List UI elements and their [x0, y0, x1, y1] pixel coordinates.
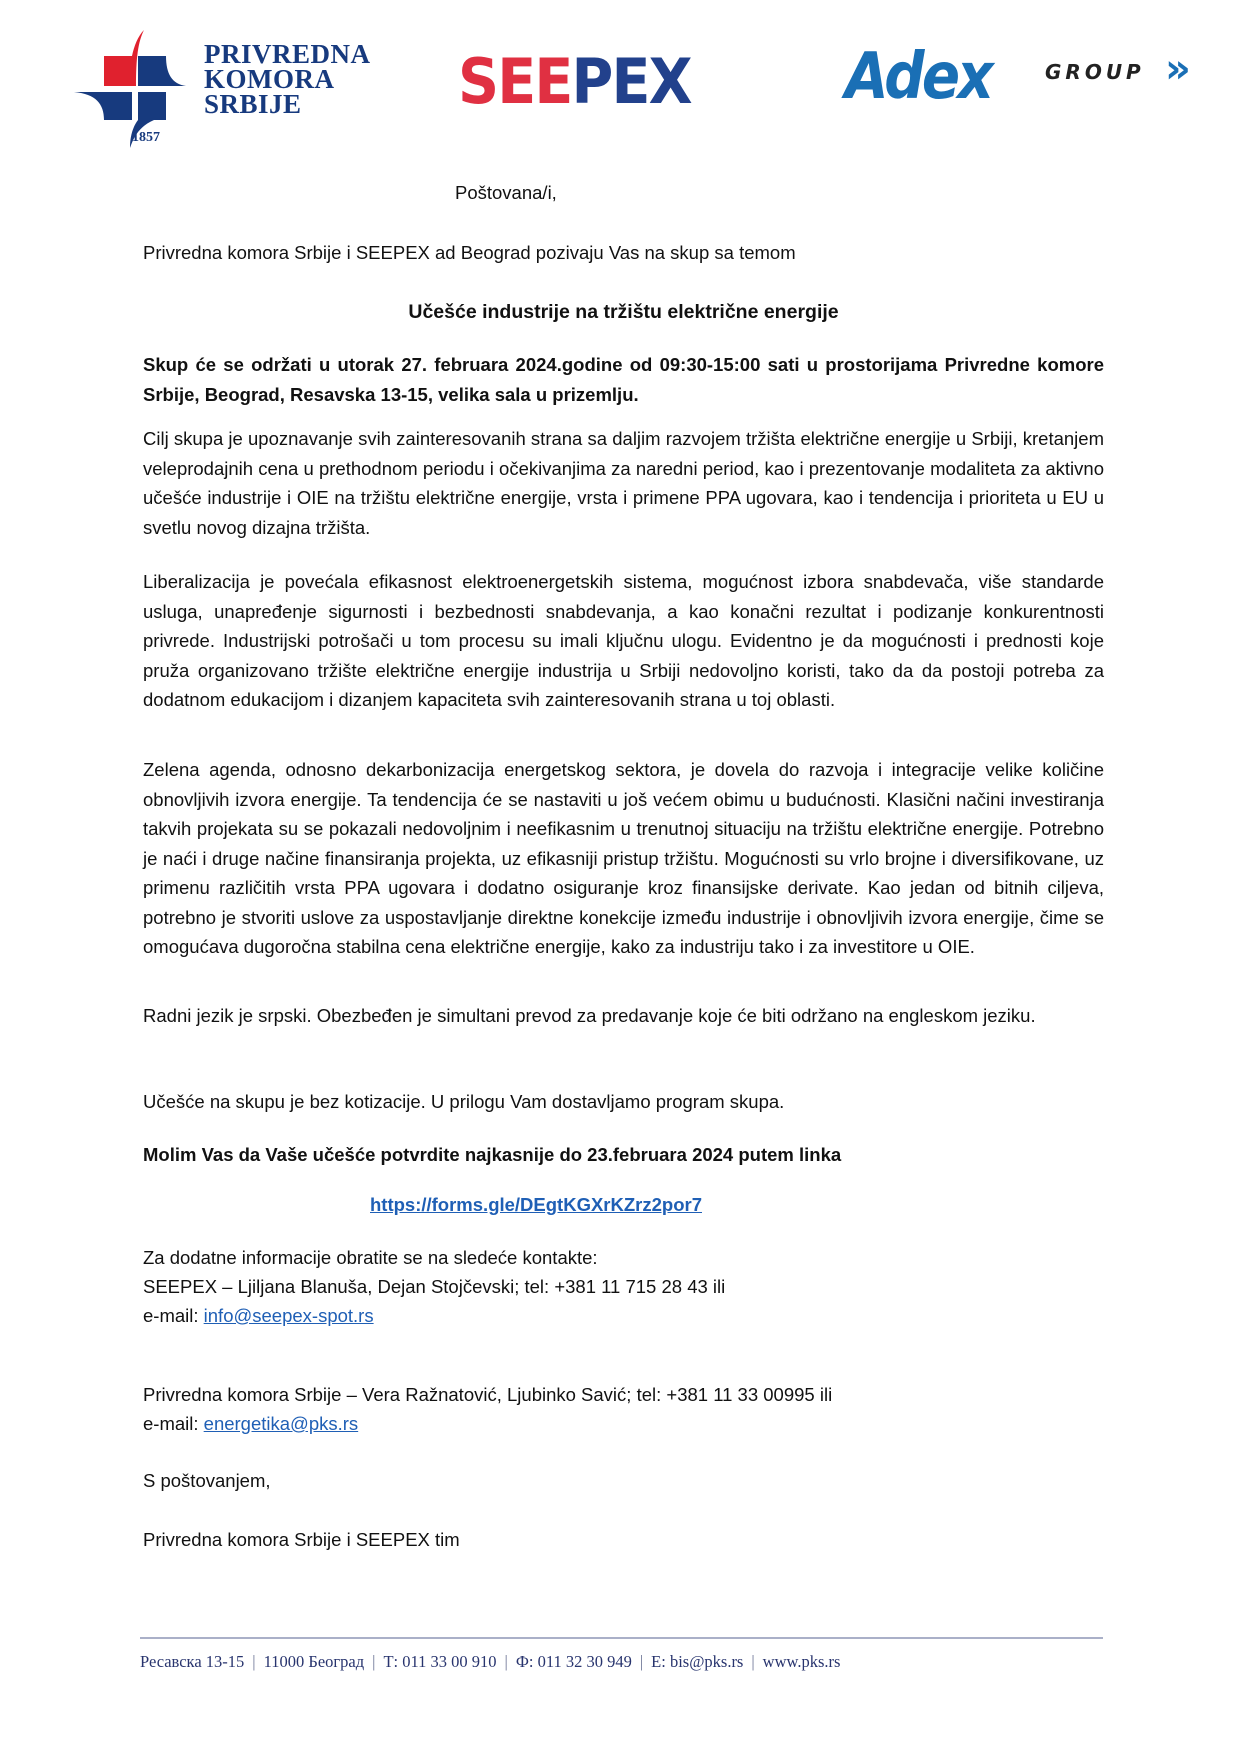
seepex-blue-part: PEX: [571, 45, 691, 118]
footer-divider: [140, 1637, 1103, 1639]
adex-wordmark: Adex: [845, 40, 992, 114]
pks-line-2: KOMORA: [204, 64, 335, 94]
pks-wordmark: [204, 39, 371, 119]
closing: S poštovanjem,: [143, 1470, 271, 1491]
pks-email-link[interactable]: energetika@pks.rs: [203, 1413, 359, 1434]
event-details: Skup će se održati u utorak 27. februara 2024.godine od 09:30-15:00 sati u prostorijama Privredne komore Srbije, Beograd, Resavska 13-15, velika sala u prizemlju.: [143, 354, 1104, 405]
event-title: Učešće industrije na tržištu električne energije: [408, 301, 839, 323]
seepex-contact-line: SEEPEX – Ljiljana Blanuša, Dejan Stojčevski; tel: +381 11 715 28 43 ili: [143, 1276, 726, 1297]
paragraph-language: Radni jezik je srpski. Obezbeđen je simultani prevod za predavanje koje će biti održano na engleskom jeziku.: [143, 1005, 1036, 1026]
signature: Privredna komora Srbije i SEEPEX tim: [143, 1529, 460, 1550]
footer-email: E: bis@pks.rs: [651, 1652, 744, 1671]
pks-line-1: PRIVREDNA: [204, 39, 371, 69]
footer-address: [140, 1652, 840, 1672]
pks-line-3: SRBIJE: [204, 89, 302, 119]
rsvp-form-link[interactable]: https://forms.gle/DEgtKGXrKZrz2por7: [370, 1194, 702, 1215]
paragraph-green-agenda: Zelena agenda, odnosno dekarbonizacija energetskog sektora, je dovela do razvoja i integracije velike količine obnovljivih izvora energije. Ta tendencija će se nastaviti u još većem obimu u budućnosti. Klasični načini investiranja takvih projekata su se pokazali nedovoljnim i neefikasnim u trenutnoj situaciju na tržištu električne energije. Potrebno je naći i druge načine finansiranja projekta, uz efikasniji pristup tržištu. Mogućnosti su vrlo brojne i diversifikovane, uz primenu različitih vrsta PPA ugovara i dodatno osiguranje kroz finansijske derivate. Kao jedan od bitnih ciljeva, potrebno je stvoriti uslove za uspostavljanje direktne konekcije između industrije i obnovljivih izvora energije, čime se omogućava dugoročna stabilna cena električne energije, kako za industriju tako i za investitore u OIE.: [143, 759, 1104, 957]
adex-group-label: GROUP: [1045, 60, 1145, 84]
chevron-right-icon: »: [1165, 46, 1181, 92]
intro-text: Privredna komora Srbije i SEEPEX ad Beograd pozivaju Vas na skup sa temom: [143, 242, 796, 263]
rsvp-request: Molim Vas da Vaše učešće potvrdite najkasnije do 23.februara 2024 putem linka: [143, 1144, 842, 1165]
footer-separator: |: [252, 1652, 256, 1671]
contacts-pks: [143, 1380, 1104, 1438]
footer-separator: |: [751, 1652, 755, 1671]
seepex-logo: [458, 45, 711, 118]
paragraph-fee: Učešće na skupu je bez kotizacije. U prilogu Vam dostavljamo program skupa.: [143, 1091, 785, 1112]
footer-website: www.pks.rs: [762, 1652, 841, 1671]
footer-separator: |: [504, 1652, 508, 1671]
footer-fax: Ф: 011 32 30 949: [515, 1652, 632, 1671]
pks-contact-line: Privredna komora Srbije – Vera Ražnatović, Ljubinko Savić; tel: +381 11 33 00995 ili: [143, 1384, 833, 1405]
paragraph-goal: Cilj skupa je upoznavanje svih zainteresovanih strana sa daljim razvojem tržišta električne energije u Srbiji, kretanjem veleprodajnih cena u prethodnom periodu i očekivanjima za naredni period, kao i prezentovanje modaliteta za aktivno učešće industrije i OIE na tržištu električne energije, vrsta i primene PPA ugovara, kao i tendencija i prioriteta u EU u svetlu novog dizajna tržišta.: [143, 428, 1104, 538]
seepex-email-link[interactable]: info@seepex-spot.rs: [203, 1305, 374, 1326]
rsvp-link-line: [370, 1190, 702, 1220]
greeting: Poštovana/i,: [455, 182, 557, 203]
footer-street: Ресавска 13-15: [140, 1652, 245, 1671]
paragraph-liberalization: Liberalizacija je povećala efikasnost elektroenergetskih sistema, mogućnost izbora snabdevača, više standarde usluga, unapređenje sigurnosti i bezbednosti snabdevanja, a kao konačni rezultat i podizanje konkurentnosti privrede. Industrijski potrošači u tom procesu su imali ključnu ulogu. Evidentno je da mogućnosti i prednosti koje pruža organizovano tržište električne energije industrija u Srbiji nedovoljno koristi, tako da da postoji potreba za dodatnom edukacijom i dizanjem kapaciteta svih zainteresovanih strana u toj oblasti.: [143, 571, 1104, 710]
contacts-intro: Za dodatne informacije obratite se na sledeće kontakte:: [143, 1247, 598, 1268]
pks-email-line: [143, 1409, 1104, 1438]
seepex-red-part: SEE: [458, 45, 572, 118]
footer-city: 11000 Београд: [263, 1652, 365, 1671]
pks-logo: [74, 28, 384, 150]
pks-year: 1857: [132, 130, 160, 145]
email-label: e-mail:: [143, 1413, 204, 1434]
email-label: e-mail:: [143, 1305, 204, 1326]
contacts-seepex: [143, 1243, 1104, 1330]
footer-phone: Т: 011 33 00 910: [383, 1652, 497, 1671]
footer-separator: |: [372, 1652, 376, 1671]
adex-group-logo: [845, 40, 1181, 114]
seepex-email-line: [143, 1301, 1104, 1330]
footer-separator: |: [639, 1652, 644, 1671]
seepex-wordmark: [458, 45, 691, 118]
